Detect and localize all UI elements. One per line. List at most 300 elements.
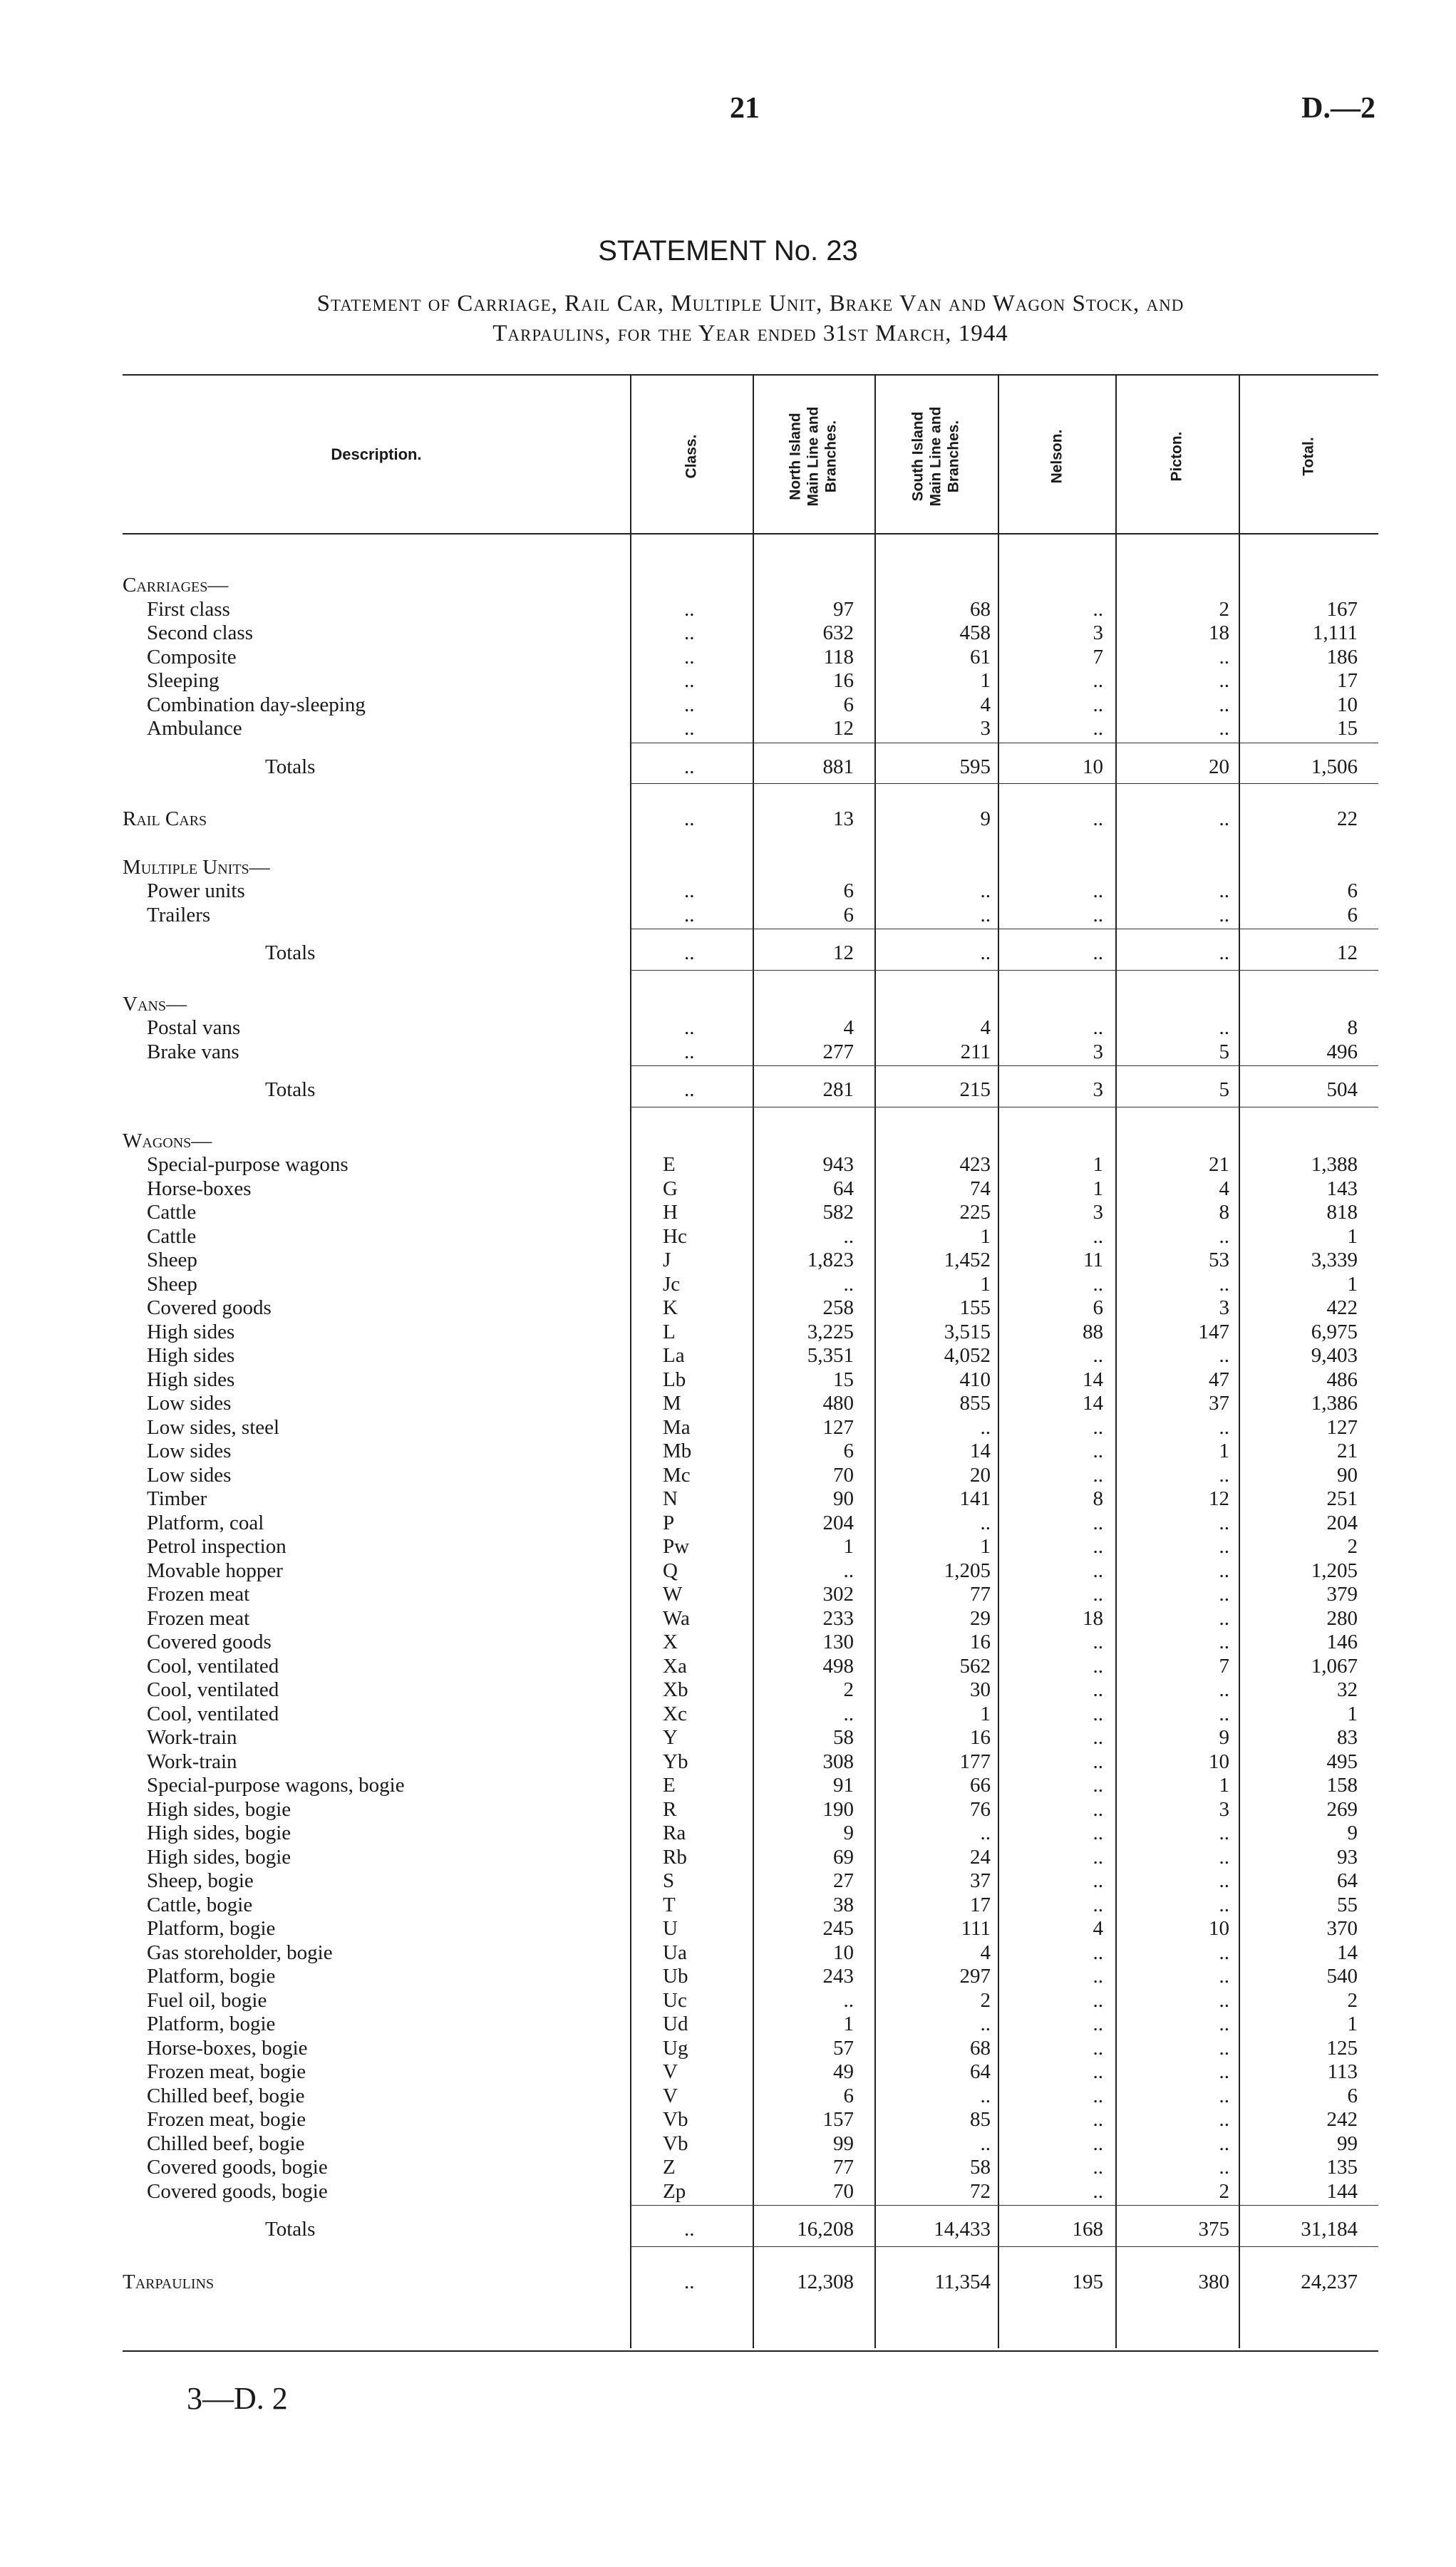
cell-total: 1 (1347, 2013, 1358, 2035)
table-row (0, 1607, 1456, 1631)
row-class: Ub (663, 1965, 688, 1988)
cell-total: 422 (1326, 1296, 1358, 1319)
row-description: Covered goods, bogie (147, 2179, 328, 2203)
cell-north-island: .. (843, 1272, 854, 1296)
row-class: Yb (663, 1750, 688, 1773)
cell-picton: 1 (1219, 1774, 1229, 1797)
cell-south-island: 77 (970, 1583, 991, 1606)
table-row (0, 646, 1456, 669)
cell-total: 55 (1337, 1893, 1358, 1916)
table-row (0, 1750, 1456, 1774)
cell-south-island: 64 (970, 2060, 991, 2083)
cell-total: 31,184 (1301, 2218, 1358, 2241)
row-class: .. (684, 1016, 695, 1039)
row-class: V (663, 2084, 678, 2107)
row-description: Cattle (147, 1224, 197, 1248)
cell-north-island: 16 (833, 669, 854, 692)
row-class: Q (663, 1559, 678, 1582)
cell-picton: .. (1219, 2108, 1229, 2131)
cell-north-island: 6 (843, 693, 854, 716)
cell-nelson: .. (1093, 2036, 1103, 2060)
row-description: Brake vans (147, 1040, 239, 1063)
row-description: Totals (265, 1078, 316, 1101)
cell-nelson: 18 (1083, 1606, 1103, 1630)
row-class: .. (684, 1040, 695, 1063)
table-row (0, 2060, 1456, 2084)
header-north-island: North Island Main Line and Branches. (787, 406, 840, 507)
cell-south-island: 141 (959, 1487, 991, 1510)
row-description: Covered goods (147, 1631, 272, 1653)
cell-total: 370 (1326, 1917, 1358, 1940)
cell-total: 1 (1347, 1702, 1358, 1725)
row-class: .. (684, 621, 695, 644)
cell-total: 251 (1326, 1487, 1358, 1510)
cell-north-island: .. (843, 1988, 854, 2012)
cell-total: 818 (1326, 1201, 1358, 1224)
cell-north-island: 12,308 (797, 2270, 854, 2293)
cell-nelson: .. (1093, 903, 1103, 926)
section-heading-row (0, 1130, 1456, 1153)
row-description: Platform, coal (147, 1511, 264, 1534)
cell-north-island: 9 (843, 1822, 854, 1844)
section-heading-row (0, 993, 1456, 1016)
row-class: .. (684, 807, 695, 830)
cell-south-island: 14 (970, 1440, 991, 1462)
cell-picton: 380 (1198, 2270, 1229, 2293)
row-class: U (663, 1917, 678, 1940)
cell-nelson: .. (1093, 2156, 1103, 2179)
cell-total: 496 (1326, 1040, 1358, 1063)
row-class: Uc (663, 1988, 687, 2012)
cell-total: 1 (1347, 1224, 1358, 1248)
cell-nelson: .. (1093, 1344, 1103, 1367)
cell-nelson: .. (1093, 1511, 1103, 1534)
cell-south-island: .. (980, 2084, 991, 2107)
cell-nelson: .. (1093, 1678, 1103, 1701)
table-row (0, 1965, 1456, 1988)
row-class: Jc (663, 1272, 681, 1296)
row-class: Pw (663, 1535, 690, 1558)
cell-south-island: 1,452 (944, 1249, 991, 1271)
cell-total: 242 (1326, 2108, 1358, 2131)
cell-nelson: .. (1093, 1631, 1103, 1653)
table-row (0, 1822, 1456, 1845)
cell-picton: .. (1219, 1606, 1229, 1630)
header-description: Description. (331, 445, 422, 463)
row-class: Lb (663, 1368, 686, 1391)
cell-total: 186 (1326, 645, 1358, 668)
row-description: Fuel oil, bogie (147, 1988, 267, 2012)
cell-north-island: 127 (822, 1415, 854, 1439)
header-total-cell (1239, 381, 1378, 531)
cell-north-island: 118 (823, 645, 854, 668)
cell-nelson: .. (1093, 2013, 1103, 2035)
cell-south-island: 11,354 (934, 2270, 991, 2293)
cell-picton: .. (1219, 717, 1229, 740)
cell-nelson: .. (1093, 1988, 1103, 2012)
cell-nelson: .. (1093, 669, 1103, 692)
cell-south-island: 3,515 (944, 1320, 991, 1343)
cell-north-island: 1,823 (807, 1249, 854, 1271)
row-class: .. (684, 645, 695, 668)
cell-south-island: 562 (959, 1654, 991, 1678)
row-class: La (663, 1344, 685, 1367)
cell-nelson: .. (1093, 1016, 1103, 1039)
cell-total: 540 (1326, 1965, 1358, 1988)
cell-nelson: 8 (1093, 1487, 1103, 1510)
cell-south-island: 4,052 (944, 1344, 991, 1367)
cell-nelson: .. (1093, 2132, 1103, 2155)
row-description: Cool, ventilated (147, 1654, 279, 1678)
table-row (0, 1464, 1456, 1487)
cell-south-island: 30 (970, 1678, 991, 1701)
cell-north-island: 1 (843, 2013, 854, 2035)
row-description: High sides (147, 1368, 235, 1391)
row-class: .. (684, 903, 695, 926)
table-row (0, 1774, 1456, 1797)
cell-picton: .. (1219, 1678, 1229, 1701)
row-description: High sides, bogie (147, 1845, 291, 1869)
row-description: Platform, bogie (147, 2013, 276, 2035)
cell-south-island: .. (980, 2013, 991, 2035)
row-class: Xa (663, 1654, 687, 1678)
row-class: X (663, 1631, 678, 1653)
totals-rule (630, 1065, 1378, 1066)
cell-south-island: 58 (970, 2156, 991, 2179)
table-row (0, 1487, 1456, 1511)
row-description: Gas storeholder, bogie (147, 1941, 333, 1964)
table-row (0, 1177, 1456, 1201)
cell-total: 15 (1337, 717, 1358, 740)
row-description: Composite (147, 645, 237, 668)
row-description: First class (147, 597, 230, 621)
row-description: Work-train (147, 1750, 237, 1773)
row-description: Cattle (147, 1201, 197, 1224)
row-description: Totals (265, 755, 316, 778)
cell-north-island: 4 (843, 1016, 854, 1039)
cell-total: 379 (1326, 1583, 1358, 1606)
cell-nelson: .. (1093, 1869, 1103, 1892)
statement-title-line-2: Tarpaulins, for the Year ended 31st March, 1944 (492, 321, 1008, 346)
cell-south-island: 66 (970, 1774, 991, 1797)
table-row (0, 1440, 1456, 1463)
cell-total: 504 (1326, 1078, 1358, 1101)
cell-south-island: 1,205 (944, 1559, 991, 1582)
cell-south-island: 16 (970, 1631, 991, 1653)
cell-nelson: 195 (1072, 2270, 1103, 2293)
row-class: E (663, 1153, 676, 1176)
cell-north-island: 64 (833, 1177, 854, 1200)
cell-south-island: 410 (959, 1368, 991, 1391)
page-number: 21 (730, 92, 760, 125)
row-class: .. (684, 693, 695, 716)
cell-total: 9,403 (1311, 1344, 1358, 1367)
cell-picton: .. (1219, 807, 1229, 830)
cell-south-island: .. (980, 1511, 991, 1534)
cell-picton: .. (1219, 1511, 1229, 1534)
cell-north-island: 258 (822, 1296, 854, 1319)
cell-total: 8 (1347, 1016, 1358, 1039)
cell-picton: 10 (1209, 1750, 1229, 1773)
row-class: P (663, 1511, 675, 1534)
cell-nelson: 3 (1093, 1201, 1103, 1224)
table-row (0, 669, 1456, 693)
cell-total: 1,388 (1311, 1153, 1358, 1176)
row-class: .. (684, 669, 695, 692)
cell-north-island: 943 (822, 1153, 854, 1176)
cell-picton: .. (1219, 1583, 1229, 1606)
cell-north-island: 308 (822, 1750, 854, 1773)
row-description: Sheep (147, 1249, 197, 1271)
cell-picton: .. (1219, 1702, 1229, 1725)
row-class: Vb (663, 2132, 688, 2155)
cell-picton: .. (1219, 2036, 1229, 2060)
cell-south-island: .. (980, 2132, 991, 2155)
cell-picton: 375 (1198, 2218, 1229, 2241)
row-description: Carriages— (123, 574, 229, 596)
cell-north-island: 157 (822, 2108, 854, 2131)
row-description: Sheep, bogie (147, 1869, 254, 1892)
cell-total: 6,975 (1311, 1320, 1358, 1343)
cell-north-island: 2 (843, 1678, 854, 1701)
page-footer: 3—D. 2 (187, 2381, 288, 2416)
table-row (0, 1798, 1456, 1822)
cell-north-island: 6 (843, 903, 854, 926)
cell-picton: 147 (1198, 1320, 1229, 1343)
cell-south-island: 4 (980, 1941, 991, 1964)
cell-south-island: .. (980, 903, 991, 926)
cell-picton: 9 (1219, 1726, 1229, 1749)
cell-north-island: 6 (843, 1440, 854, 1462)
cell-total: 167 (1326, 597, 1358, 621)
row-description: Horse-boxes, bogie (147, 2036, 308, 2060)
table-row (0, 1631, 1456, 1654)
cell-north-island: 245 (822, 1917, 854, 1940)
cell-picton: .. (1219, 1988, 1229, 2012)
table-bottom-rule (123, 2350, 1378, 2352)
table-row (0, 1941, 1456, 1965)
cell-south-island: 4 (980, 693, 991, 716)
cell-north-island: 281 (822, 1078, 854, 1101)
cell-north-island: 881 (822, 755, 854, 778)
cell-total: 93 (1337, 1845, 1358, 1869)
cell-total: 99 (1337, 2132, 1358, 2155)
table-row (0, 1989, 1456, 2013)
row-class: Xb (663, 1678, 688, 1701)
cell-south-island: 4 (980, 1016, 991, 1039)
cell-north-island: 57 (833, 2036, 854, 2060)
cell-total: 1,506 (1311, 755, 1358, 778)
cell-total: 486 (1326, 1368, 1358, 1391)
row-description: Low sides (147, 1440, 232, 1462)
cell-north-island: 302 (822, 1583, 854, 1606)
cell-picton: .. (1219, 1869, 1229, 1892)
cell-nelson: .. (1093, 1654, 1103, 1678)
cell-nelson: .. (1093, 693, 1103, 716)
row-class: .. (684, 1078, 695, 1101)
table-row (0, 1559, 1456, 1583)
table-row (0, 693, 1456, 717)
row-class: Ud (663, 2013, 688, 2035)
row-description: Trailers (147, 903, 211, 926)
cell-nelson: .. (1093, 941, 1103, 964)
section-heading-row (0, 574, 1456, 597)
cell-north-island: 13 (833, 807, 854, 830)
cell-picton: .. (1219, 903, 1229, 926)
row-description: Cool, ventilated (147, 1702, 279, 1725)
cell-nelson: .. (1093, 1535, 1103, 1558)
cell-total: 204 (1326, 1511, 1358, 1534)
cell-picton: .. (1219, 669, 1229, 692)
cell-nelson: .. (1093, 1774, 1103, 1797)
cell-total: 6 (1347, 903, 1358, 926)
row-description: Tarpaulins (123, 2270, 215, 2293)
cell-nelson: .. (1093, 1822, 1103, 1844)
cell-picton: 2 (1219, 2179, 1229, 2203)
row-description: Frozen meat (147, 1606, 250, 1630)
cell-picton: 5 (1219, 1040, 1229, 1063)
cell-north-island: 58 (833, 1726, 854, 1749)
totals-rule (630, 2246, 1378, 2247)
table-row (0, 1726, 1456, 1750)
cell-nelson: .. (1093, 597, 1103, 621)
cell-south-island: 20 (970, 1463, 991, 1487)
cell-picton: .. (1219, 879, 1229, 902)
table-row (0, 621, 1456, 645)
cell-north-island: 6 (843, 879, 854, 902)
cell-south-island: 72 (970, 2179, 991, 2203)
cell-picton: .. (1219, 1559, 1229, 1582)
row-class: .. (684, 755, 695, 778)
cell-south-island: 423 (959, 1153, 991, 1176)
row-class: J (663, 1249, 671, 1271)
table-row (0, 598, 1456, 621)
cell-picton: .. (1219, 1845, 1229, 1869)
cell-south-island: 76 (970, 1797, 991, 1821)
row-class: .. (684, 2218, 695, 2241)
row-description: Low sides (147, 1463, 232, 1487)
cell-north-island: 16,208 (797, 2218, 854, 2241)
header-south-island-cell (874, 381, 998, 531)
cell-total: 6 (1347, 879, 1358, 902)
cell-picton: 3 (1219, 1797, 1229, 1821)
cell-nelson: .. (1093, 1440, 1103, 1462)
cell-total: 269 (1326, 1797, 1358, 1821)
cell-total: 6 (1347, 2084, 1358, 2107)
row-description: Frozen meat, bogie (147, 2060, 306, 2083)
row-class: Mb (663, 1440, 692, 1462)
cell-nelson: .. (1093, 807, 1103, 830)
cell-picton: .. (1219, 2132, 1229, 2155)
cell-nelson: .. (1093, 2084, 1103, 2107)
row-description: Chilled beef, bogie (147, 2084, 305, 2107)
cell-total: 1,067 (1311, 1654, 1358, 1678)
row-description: Petrol inspection (147, 1535, 286, 1558)
row-class: Ug (663, 2036, 688, 2060)
cell-nelson: 14 (1083, 1392, 1103, 1415)
cell-total: 32 (1337, 1678, 1358, 1701)
row-class: S (663, 1869, 675, 1892)
row-class: Ra (663, 1822, 686, 1844)
row-description: Special-purpose wagons (147, 1153, 348, 1176)
row-class: .. (684, 941, 695, 964)
cell-nelson: 1 (1093, 1153, 1103, 1176)
statement-title-line-1: Statement of Carriage, Rail Car, Multiple Unit, Brake Van and Wagon Stock, and (316, 291, 1184, 316)
row-class: K (663, 1296, 678, 1319)
cell-picton: 2 (1219, 597, 1229, 621)
cell-picton: 3 (1219, 1296, 1229, 1319)
cell-south-island: 85 (970, 2108, 991, 2131)
cell-nelson: .. (1093, 1797, 1103, 1821)
cell-south-island: .. (980, 1822, 991, 1844)
table-row (0, 1368, 1456, 1392)
cell-total: 10 (1337, 693, 1358, 716)
cell-north-island: 480 (822, 1392, 854, 1415)
cell-north-island: 90 (833, 1487, 854, 1510)
cell-north-island: 498 (822, 1654, 854, 1678)
cell-nelson: 1 (1093, 1177, 1103, 1200)
row-description: High sides, bogie (147, 1797, 291, 1821)
cell-nelson: 7 (1093, 645, 1103, 668)
cell-north-island: 70 (833, 2179, 854, 2203)
header-south-island: South Island Main Line and Branches. (909, 406, 962, 507)
cell-total: 3,339 (1311, 1249, 1358, 1271)
cell-picton: 4 (1219, 1177, 1229, 1200)
row-description: Special-purpose wagons, bogie (147, 1774, 405, 1797)
row-class: N (663, 1487, 678, 1510)
row-class: Ua (663, 1941, 687, 1964)
row-description: Power units (147, 879, 245, 902)
cell-picton: .. (1219, 2013, 1229, 2035)
cell-total: 143 (1326, 1177, 1358, 1200)
header-class-cell (630, 381, 753, 531)
cell-total: 2 (1347, 1535, 1358, 1558)
row-description: Cattle, bogie (147, 1893, 253, 1916)
row-class: Xc (663, 1702, 687, 1725)
cell-north-island: 204 (822, 1511, 854, 1534)
table-row (0, 1846, 1456, 1869)
table-row (0, 2037, 1456, 2060)
header-picton: Picton. (1168, 430, 1185, 482)
row-class: L (663, 1320, 676, 1343)
table-row (0, 2132, 1456, 2156)
cell-nelson: .. (1093, 1965, 1103, 1988)
table-row (0, 1321, 1456, 1344)
cell-south-island: 297 (959, 1965, 991, 1988)
cell-nelson: .. (1093, 2179, 1103, 2203)
cell-nelson: .. (1093, 1463, 1103, 1487)
cell-total: 135 (1326, 2156, 1358, 2179)
cell-nelson: .. (1093, 1893, 1103, 1916)
cell-picton: 1 (1219, 1440, 1229, 1462)
row-description: Low sides (147, 1392, 232, 1415)
totals-row (0, 755, 1456, 779)
cell-total: 280 (1326, 1606, 1358, 1630)
table-row (0, 2085, 1456, 2108)
cell-nelson: .. (1093, 1559, 1103, 1582)
cell-north-island: 77 (833, 2156, 854, 2179)
table-row (0, 2013, 1456, 2036)
cell-south-island: 61 (970, 645, 991, 668)
cell-nelson: 3 (1093, 1040, 1103, 1063)
table-row (0, 1583, 1456, 1606)
table-row (0, 1917, 1456, 1941)
cell-picton: 7 (1219, 1654, 1229, 1678)
cell-south-island: 14,433 (934, 2218, 991, 2241)
table-row (0, 1225, 1456, 1249)
cell-total: 158 (1326, 1774, 1358, 1797)
cell-picton: .. (1219, 645, 1229, 668)
